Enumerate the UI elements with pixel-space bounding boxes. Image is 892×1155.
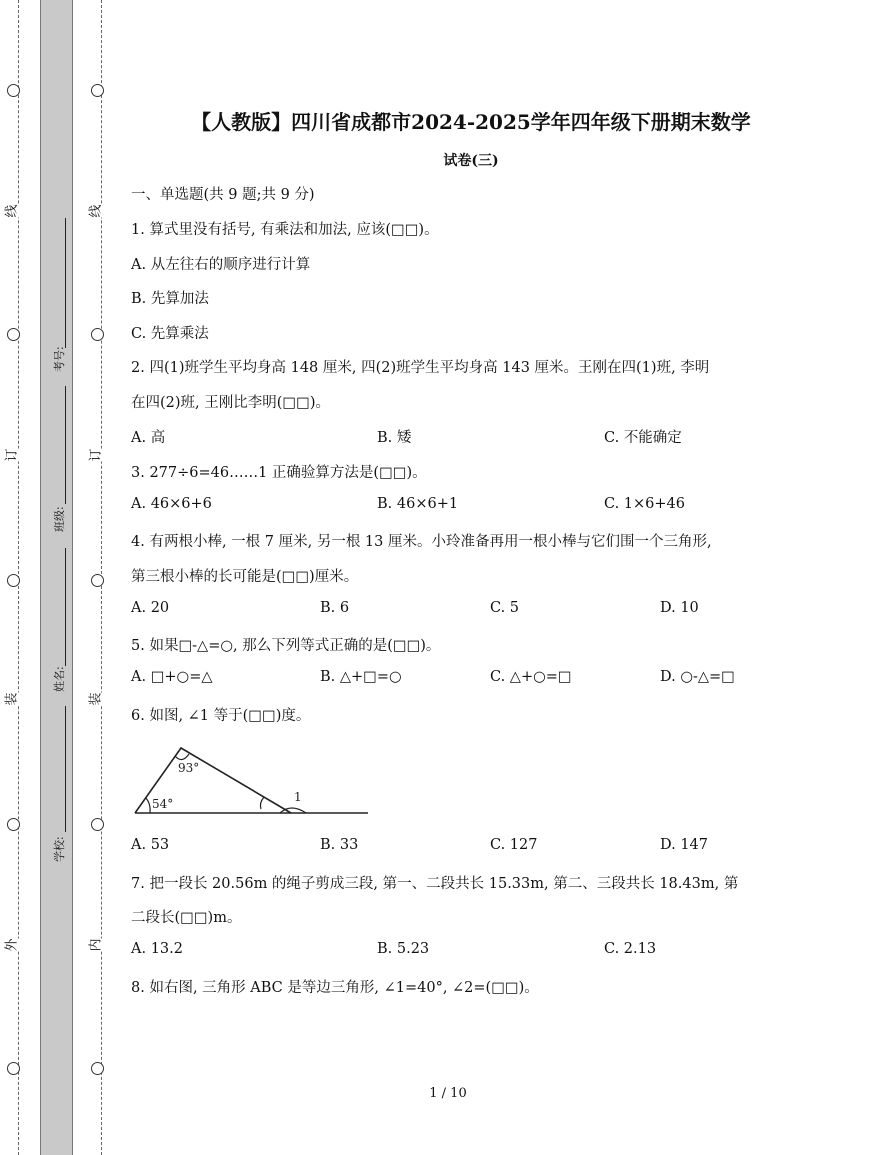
option-b[interactable]: B. 33 <box>320 837 359 853</box>
option-b[interactable]: B. 先算加法 <box>131 291 209 307</box>
field-underline <box>65 706 66 832</box>
margin-char: 内 <box>88 938 104 952</box>
field-name: 姓名: <box>53 666 66 692</box>
option-a[interactable]: A. 20 <box>131 600 170 616</box>
section-heading: 一、单选题(共 9 题;共 9 分) <box>131 187 315 203</box>
question-stem: 8. 如右图, 三角形 ABC 是等边三角形, ∠1=40°, ∠2=(□□)。 <box>131 980 539 996</box>
option-b[interactable]: B. 46×6+1 <box>377 496 459 512</box>
option-a[interactable]: A. 13.2 <box>131 941 183 957</box>
option-d[interactable]: D. 10 <box>660 600 699 616</box>
field-exam-number: 考号: <box>53 346 66 372</box>
binding-hole <box>7 328 20 341</box>
field-underline <box>65 218 66 348</box>
option-d[interactable]: D. 147 <box>660 837 709 853</box>
binding-hole <box>7 84 20 97</box>
binding-hole <box>91 818 104 831</box>
question-stem: 4. 有两根小棒, 一根 7 厘米, 另一根 13 厘米。小玲准备再用一根小棒与它们围一个三角形, <box>131 534 712 550</box>
margin-char: 装 <box>4 692 20 706</box>
question-stem: 5. 如果□-△=○, 那么下列等式正确的是(□□)。 <box>131 638 441 654</box>
angle-arc-left <box>146 798 150 813</box>
margin-char: 线 <box>88 204 104 218</box>
binding-hole <box>7 818 20 831</box>
option-b[interactable]: B. 6 <box>320 600 350 616</box>
option-c[interactable]: C. 5 <box>490 600 520 616</box>
field-underline <box>65 548 66 666</box>
option-c[interactable]: C. 先算乘法 <box>131 326 209 342</box>
page-number: 1 / 10 <box>429 1086 467 1101</box>
option-c[interactable]: C. △+○=□ <box>490 669 572 685</box>
binding-hole <box>7 1062 20 1075</box>
option-a[interactable]: A. 高 <box>131 430 166 446</box>
option-c[interactable]: C. 127 <box>490 837 538 853</box>
angle-label-left: 54° <box>152 797 174 811</box>
binding-hole <box>7 574 20 587</box>
option-a[interactable]: A. 53 <box>131 837 170 853</box>
angle-label-1: 1 <box>294 790 302 804</box>
question-stem-cont: 二段长(□□)m。 <box>131 910 242 926</box>
option-c[interactable]: C. 1×6+46 <box>604 496 685 512</box>
field-class: 班级: <box>53 506 66 532</box>
option-b[interactable]: B. 矮 <box>377 430 412 446</box>
margin-char: 装 <box>88 692 104 706</box>
margin-char: 线 <box>4 204 20 218</box>
page-subtitle: 试卷(三) <box>443 153 499 169</box>
margin-char: 订 <box>88 448 104 462</box>
binding-hole <box>91 84 104 97</box>
angle-label-top: 93° <box>178 761 200 775</box>
option-a[interactable]: A. 46×6+6 <box>131 496 212 512</box>
binding-hole <box>91 574 104 587</box>
question-stem: 6. 如图, ∠1 等于(□□)度。 <box>131 708 311 724</box>
margin-char: 订 <box>4 448 20 462</box>
question-stem: 7. 把一段长 20.56m 的绳子剪成三段, 第一、二段共长 15.33m, 第二、三段共长 18.43m, 第 <box>131 876 739 892</box>
question-stem: 2. 四(1)班学生平均身高 148 厘米, 四(2)班学生平均身高 143 厘米。王刚在四(1)班, 李明 <box>131 360 710 376</box>
angle-arc-inner <box>260 797 264 809</box>
option-c[interactable]: C. 2.13 <box>604 941 657 957</box>
page-title: 【人教版】四川省成都市2024-2025学年四年级下册期末数学 <box>191 110 751 134</box>
question-stem-cont: 在四(2)班, 王刚比李明(□□)。 <box>131 395 330 411</box>
field-school: 学校: <box>53 836 66 862</box>
option-d[interactable]: D. ○-△=□ <box>660 669 735 685</box>
field-underline <box>65 386 66 504</box>
question-stem: 1. 算式里没有括号, 有乘法和加法, 应该(□□)。 <box>131 222 439 238</box>
binding-strip <box>40 0 73 1155</box>
margin-char: 外 <box>4 938 20 952</box>
question-stem-cont: 第三根小棒的长可能是(□□)厘米。 <box>131 569 359 585</box>
option-b[interactable]: B. 5.23 <box>377 941 430 957</box>
question-stem: 3. 277÷6=46……1 正确验算方法是(□□)。 <box>131 465 427 481</box>
triangle-figure <box>128 742 373 822</box>
binding-hole <box>91 1062 104 1075</box>
option-a[interactable]: A. □+○=△ <box>131 669 213 685</box>
option-b[interactable]: B. △+□=○ <box>320 669 402 685</box>
option-a[interactable]: A. 从左往右的顺序进行计算 <box>131 257 311 273</box>
binding-hole <box>91 328 104 341</box>
option-c[interactable]: C. 不能确定 <box>604 430 682 446</box>
